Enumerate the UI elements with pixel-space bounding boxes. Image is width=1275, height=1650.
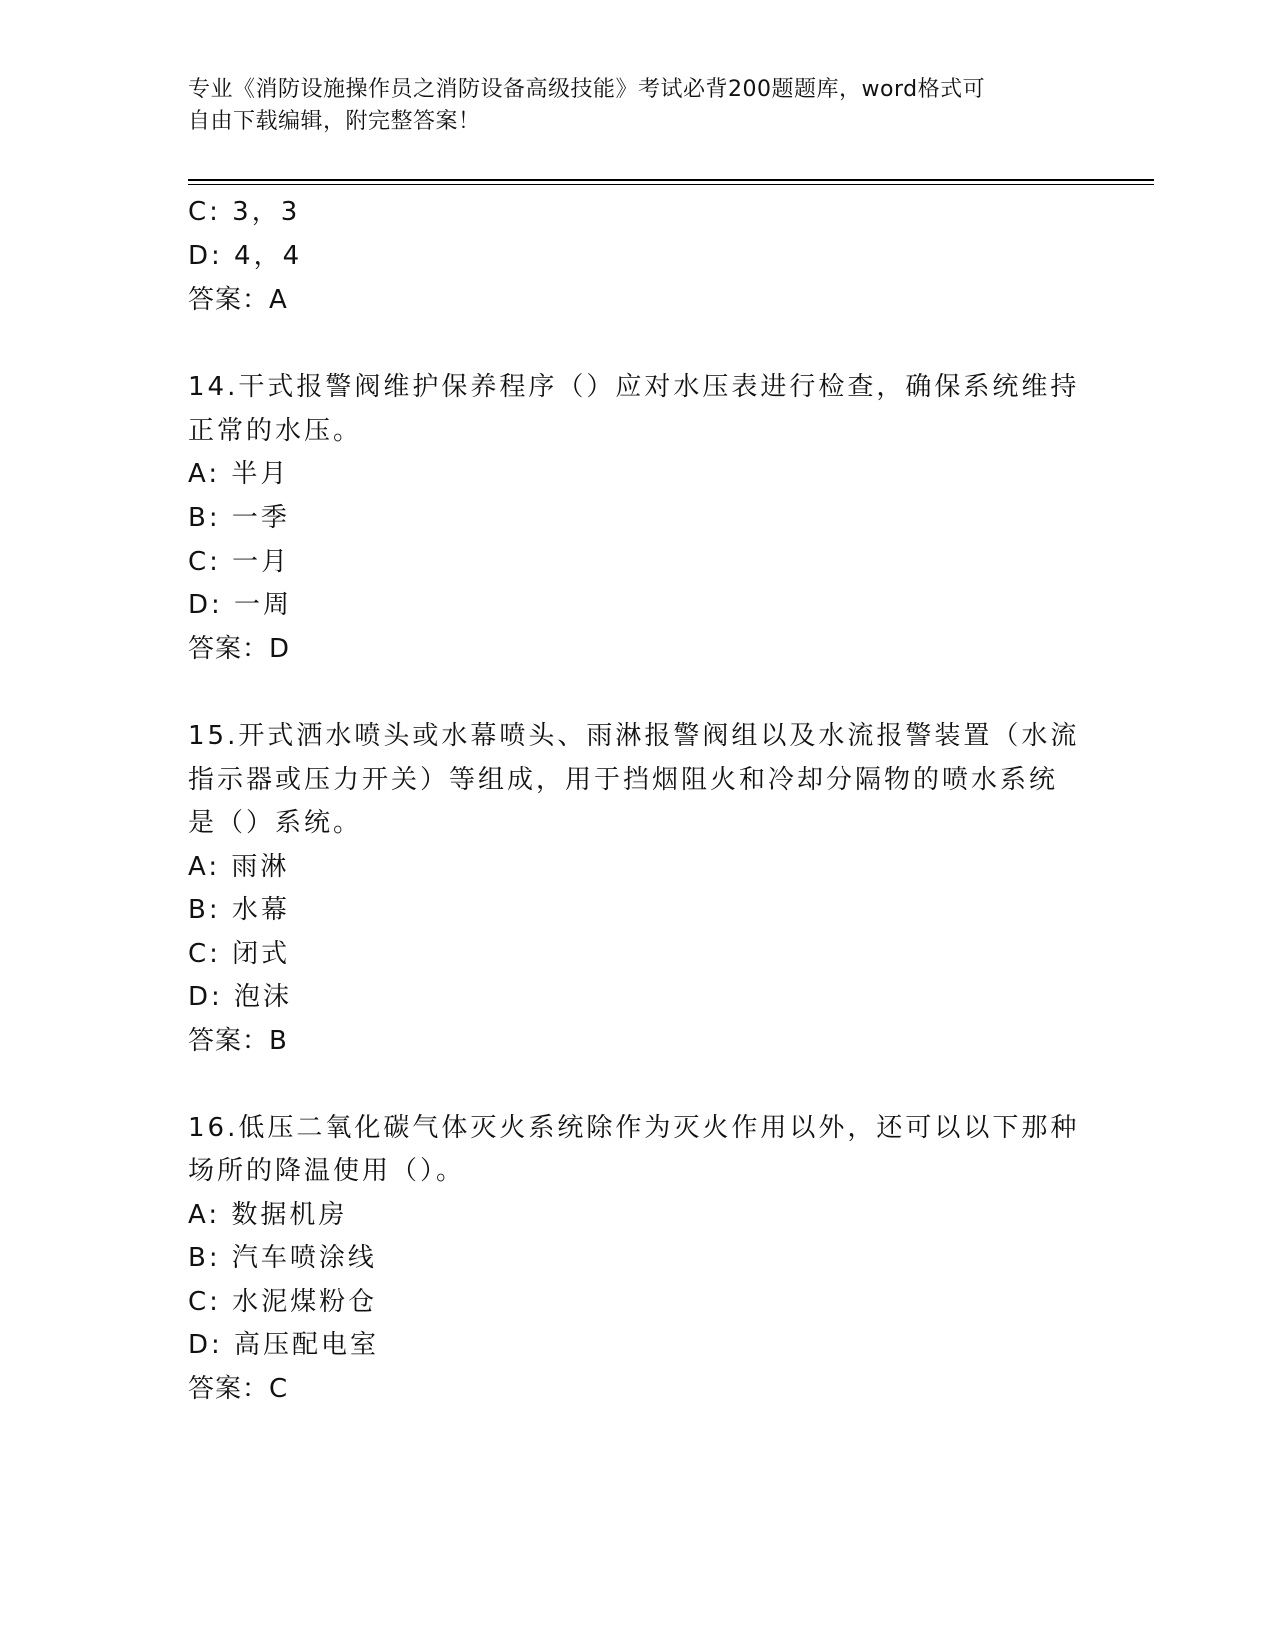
q16-option-a: A: 数据机房	[188, 1200, 348, 1230]
q13-option-d: D: 4，4	[188, 241, 303, 271]
q14-stem-line-1: 14.干式报警阀维护保养程序（）应对水压表进行检查，确保系统维持	[188, 372, 1080, 402]
document-header	[188, 74, 1068, 138]
q15-option-d: D: 泡沫	[188, 982, 293, 1012]
q15-stem-line-2: 指示器或压力开关）等组成，用于挡烟阻火和冷却分隔物的喷水系统	[188, 765, 1059, 795]
q16-option-d: D: 高压配电室	[188, 1330, 380, 1360]
q15-stem-line-3: 是（）系统。	[188, 808, 363, 838]
header-title-line-2: 自由下载编辑，附完整答案！	[188, 109, 481, 134]
q16-option-b: B: 汽车喷涂线	[188, 1243, 377, 1273]
header-title-line-1: 专业《消防设施操作员之消防设备高级技能》考试必背200题题库，word格式可	[188, 77, 986, 102]
q13-answer: 答案：A	[188, 285, 288, 315]
q14-option-c: C: 一月	[188, 547, 291, 577]
q14-option-a: A: 半月	[188, 459, 290, 489]
q16-option-c: C: 水泥煤粉仓	[188, 1287, 378, 1317]
header-divider-thin	[188, 184, 1154, 185]
q15-answer: 答案：B	[188, 1026, 288, 1056]
header-divider-thick	[188, 179, 1154, 181]
q16-stem-line-1: 16.低压二氧化碳气体灭火系统除作为灭火作用以外，还可以以下那种	[188, 1113, 1080, 1143]
q14-stem-line-2: 正常的水压。	[188, 416, 363, 446]
q15-option-c: C: 闭式	[188, 939, 291, 969]
q15-option-b: B: 水幕	[188, 895, 290, 925]
q16-stem-line-2: 场所的降温使用（）。	[188, 1156, 466, 1186]
q16-answer: 答案：C	[188, 1374, 289, 1404]
q14-option-b: B: 一季	[188, 503, 290, 533]
q15-stem-line-1: 15.开式洒水喷头或水幕喷头、雨淋报警阀组以及水流报警装置（水流	[188, 721, 1080, 751]
q15-option-a: A: 雨淋	[188, 852, 290, 882]
q13-option-c: C: 3，3	[188, 197, 301, 227]
q14-answer: 答案：D	[188, 634, 291, 664]
q14-option-d: D: 一周	[188, 590, 293, 620]
